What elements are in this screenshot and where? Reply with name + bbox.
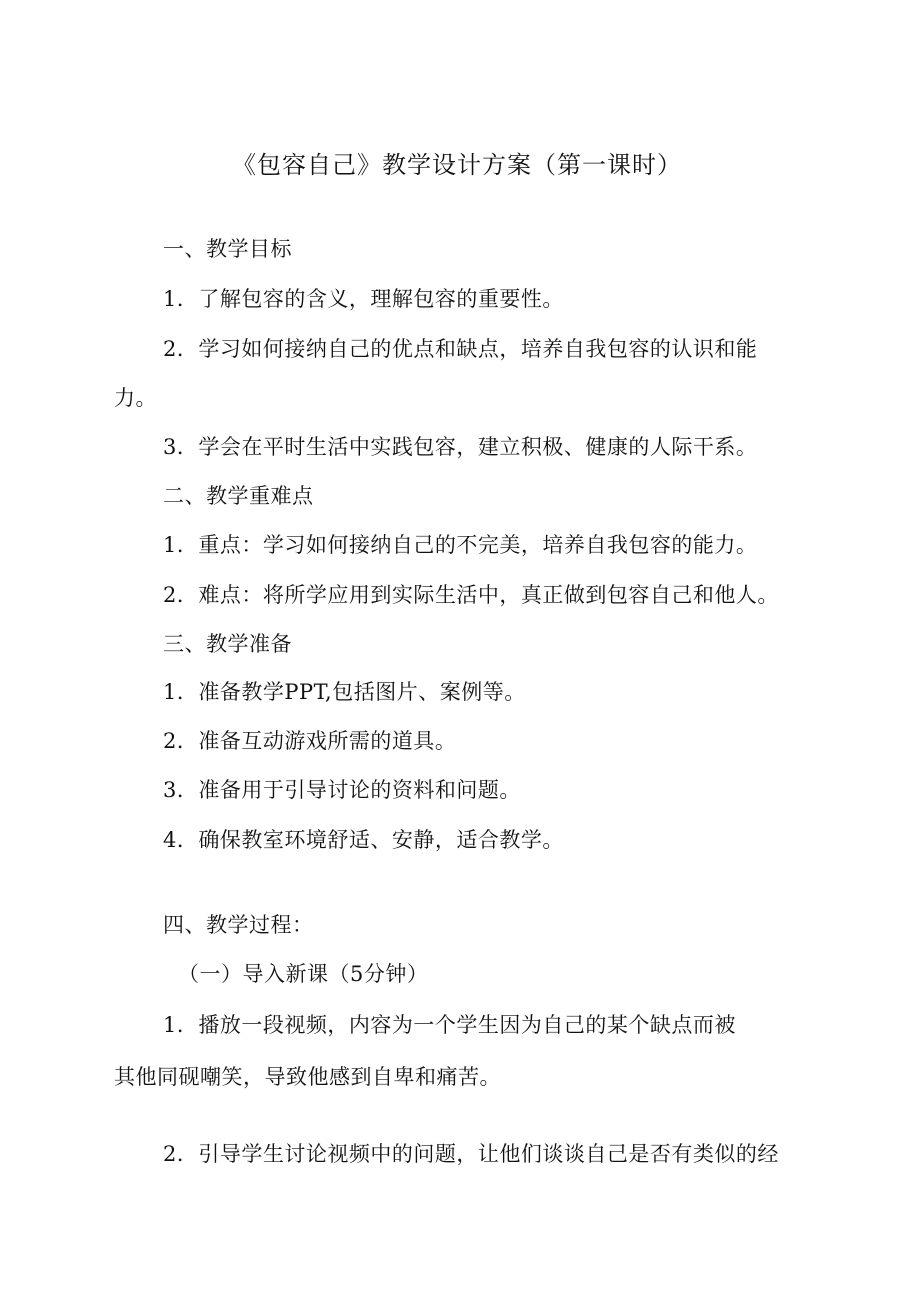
preparation-item-3: 3．准备用于引导讨论的资料和问题。 bbox=[163, 778, 521, 802]
objective-item-3: 3．学会在平时生活中实践包容，建立积极、健康的人际干系。 bbox=[163, 435, 758, 459]
process-item-1: 1．播放一段视频，内容为一个学生因为自己的某个缺点而被 bbox=[163, 1013, 736, 1037]
preparation-item-4: 4．确保教室环境舒适、安静，适合教学。 bbox=[163, 828, 564, 852]
objective-item-2: 2．学习如何接纳自己的优点和缺点，培养自我包容的认识和能 bbox=[163, 337, 758, 361]
objective-item-1: 1．了解包容的含义，理解包容的重要性。 bbox=[163, 287, 564, 311]
preparation-item-2: 2．准备互动游戏所需的道具。 bbox=[163, 729, 457, 753]
page-title: 《包容自己》教学设计方案（第一课时） bbox=[232, 151, 682, 179]
section-heading-process: 四、教学过程： bbox=[163, 913, 314, 937]
section-heading-key-points: 二、教学重难点 bbox=[163, 484, 314, 508]
section-heading-preparation: 三、教学准备 bbox=[163, 632, 292, 656]
section-heading-objectives: 一、教学目标 bbox=[163, 237, 292, 261]
objective-item-2-continued: 力。 bbox=[114, 386, 157, 410]
key-point-item-2: 2．难点：将所学应用到实际生活中，真正做到包容自己和他人。 bbox=[163, 583, 779, 607]
key-point-item-1: 1．重点：学习如何接纳自己的不完美，培养自我包容的能力。 bbox=[163, 533, 758, 557]
process-item-1-continued: 其他同砚嘲笑，导致他感到自卑和痛苦。 bbox=[114, 1065, 501, 1089]
process-sub-heading: （一）导入新课（5分钟） bbox=[178, 962, 429, 986]
preparation-item-1: 1．准备教学PPT,包括图片、案例等。 bbox=[163, 680, 526, 704]
process-item-2: 2．引导学生讨论视频中的问题，让他们谈谈自己是否有类似的经 bbox=[163, 1142, 779, 1166]
